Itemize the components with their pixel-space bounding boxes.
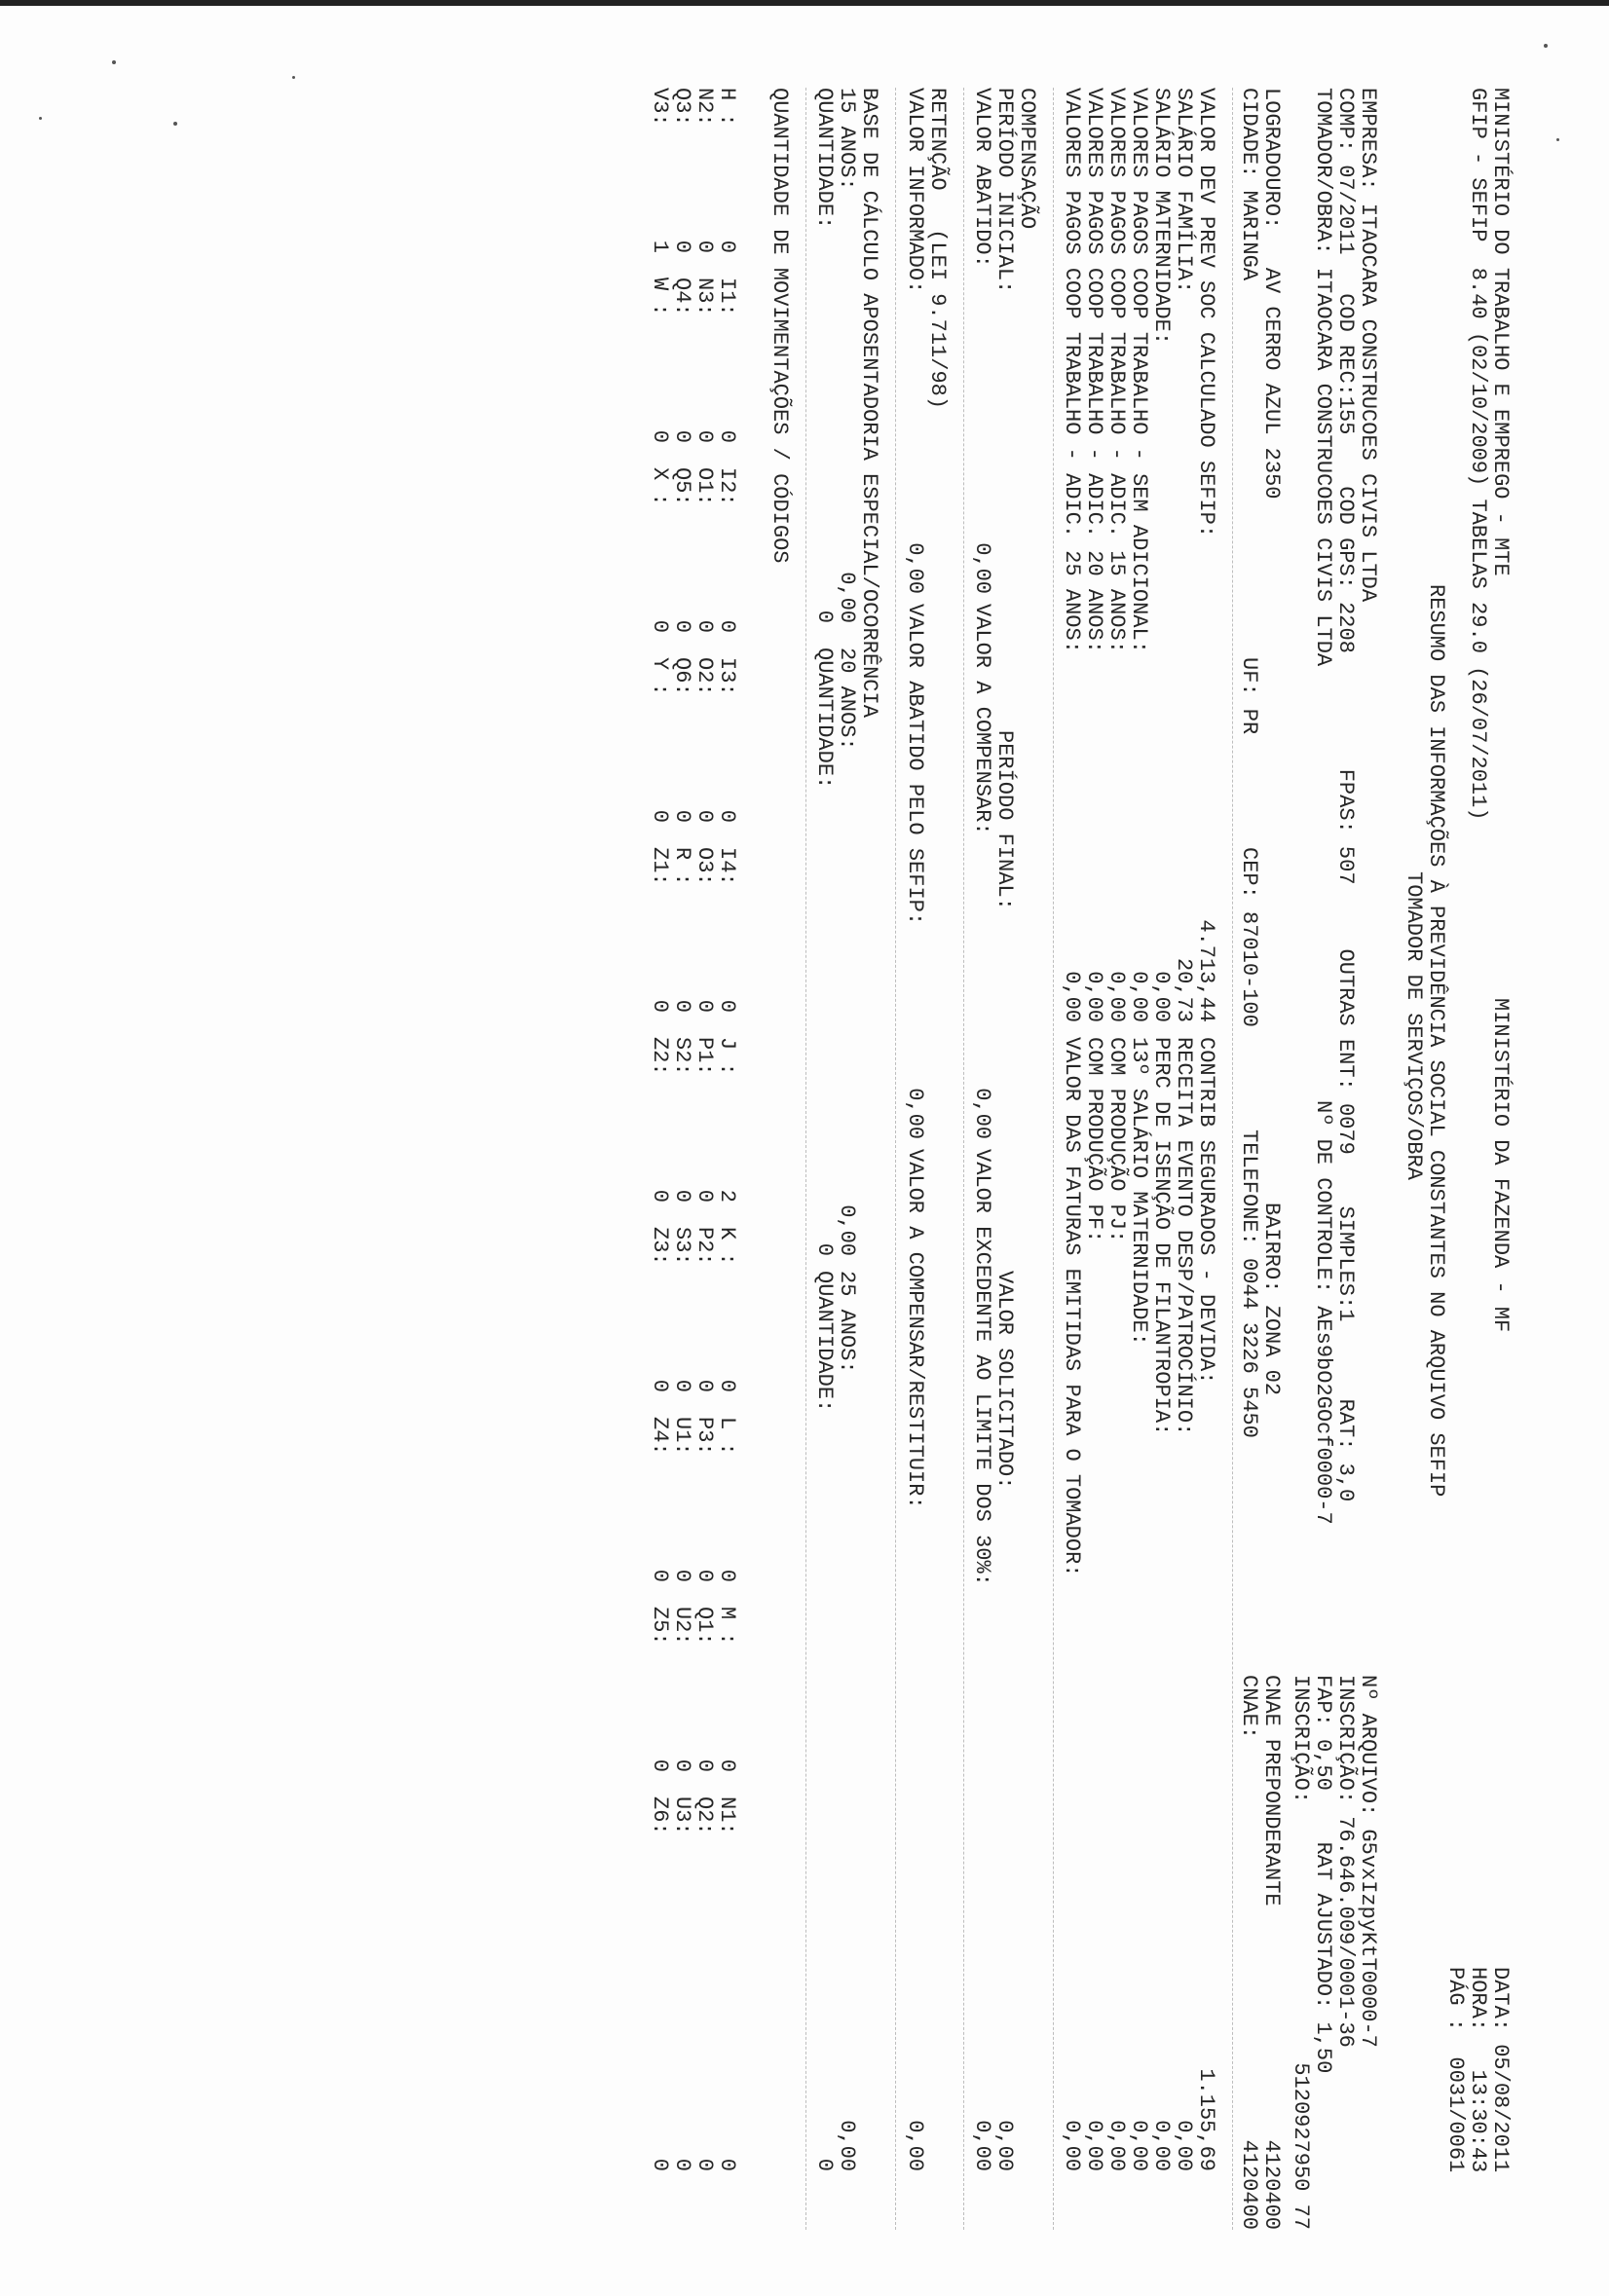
- movimentacao-count: 0: [692, 999, 717, 1013]
- movimentacao-code: S2:: [670, 1037, 694, 1076]
- movimentacao-count: 0: [648, 999, 672, 1013]
- scan-speck: [112, 60, 116, 64]
- movimentacao-count: 0: [648, 1189, 672, 1203]
- valores-right-label: 13º SALÁRIO MATERNIDADE:: [1127, 1037, 1151, 1346]
- movimentacao-count: 0: [715, 2158, 739, 2171]
- valores-right-value: 0,00: [1082, 2120, 1106, 2171]
- movimentacao-count: 0: [670, 1189, 694, 1203]
- valores-right-label: PERC DE ISENÇÃO DE FILANTROPIA:: [1149, 1037, 1174, 1436]
- valores-left-label: SALÁRIO MATERNIDADE:: [1149, 88, 1174, 346]
- movimentacao-count: 0: [670, 2158, 694, 2171]
- movimentacao-count: 0: [648, 429, 672, 443]
- movimentacao-code: M :: [715, 1607, 739, 1646]
- valores-left-value: 0,00: [1082, 971, 1106, 1022]
- movimentacao-count: 0: [715, 1569, 739, 1582]
- uf: UF: PR: [1237, 657, 1261, 735]
- valores-right-label: CONTRIB SEGURADOS - DEVIDA:: [1194, 1037, 1218, 1385]
- valor-abatido-sefip-label: VALOR ABATIDO PELO SEFIP:: [903, 604, 927, 926]
- report-hora: HORA: 13:30:43: [1466, 1967, 1490, 2173]
- movimentacao-code: P2:: [692, 1227, 717, 1266]
- valores-left-label: VALORES PAGOS COOP TRABALHO - ADIC. 25 ANOS:: [1060, 88, 1084, 653]
- movimentacao-count: 0: [715, 809, 739, 823]
- quantidade-15-label: QUANTIDADE:: [812, 88, 837, 230]
- quantidade-25-value: 0: [812, 2158, 837, 2171]
- valores-right-label: VALOR DAS FATURAS EMITIDAS PARA O TOMADOR:: [1060, 1037, 1084, 1577]
- inscricao-tomador-value: 5120927950 77: [1289, 2062, 1313, 2230]
- movimentacao-code: I1:: [715, 278, 739, 316]
- movimentacao-code: O3:: [692, 847, 717, 886]
- valores-left-value: 20,73: [1172, 957, 1196, 1022]
- movimentacao-code: P3:: [692, 1417, 717, 1456]
- valores-left-label: VALOR DEV PREV SOC CALCULADO SEFIP:: [1194, 88, 1218, 538]
- valores-right-value: 0,00: [1172, 2120, 1196, 2171]
- movimentacao-count: 0: [692, 809, 717, 823]
- quantidade-20-label: QUANTIDADE:: [812, 648, 837, 790]
- movimentacao-count: 0: [670, 1569, 694, 1582]
- movimentacao-count: 0: [670, 1759, 694, 1772]
- cnae-label: CNAE:: [1237, 1675, 1261, 1740]
- report-title: RESUMO DAS INFORMAÇÕES À PREVIDÊNCIA SOCIAL CONSTANTES NO ARQUIVO SEFIP: [1424, 584, 1448, 1498]
- movimentacao-code: L :: [715, 1417, 739, 1456]
- movimentacao-code: N2:: [692, 88, 717, 127]
- movimentacao-count: 0: [670, 619, 694, 633]
- movimentacao-code: Z3:: [648, 1227, 672, 1266]
- report-pagina: PÁG : 0031/0061: [1443, 1967, 1468, 2173]
- movimentacao-code: Z1:: [648, 847, 672, 886]
- movimentacao-code: Z2:: [648, 1037, 672, 1076]
- valores-left-value: 0,00: [1149, 971, 1174, 1022]
- movimentacao-code: Q1:: [692, 1607, 717, 1646]
- movimentacao-count: 0: [715, 999, 739, 1013]
- cnae-value: 4120400: [1237, 2139, 1261, 2230]
- quantidade-25-label: QUANTIDADE:: [812, 1271, 837, 1413]
- cep: CEP: 87010-100: [1237, 847, 1261, 1027]
- valores-right-value: 1.155,69: [1194, 2068, 1218, 2171]
- periodo-final: PERÍODO FINAL:: [992, 730, 1017, 910]
- movimentacao-code: J :: [715, 1037, 739, 1076]
- movimentacao-code: V3:: [648, 88, 672, 127]
- sefip-report: [58, 88, 1519, 2296]
- competencia-line: COMP: 07/2011 COD REC:155 COD GPS: 2208 FPAS: 507 OUTRAS ENT: 0079 SIMPLES:1 RAT: 3,0: [1333, 88, 1358, 1502]
- ministerio-trabalho: MINISTÉRIO DO TRABALHO E EMPREGO - MTE: [1488, 88, 1513, 576]
- movimentacao-code: U2:: [670, 1607, 694, 1646]
- movimentacao-code: Z5:: [648, 1607, 672, 1646]
- valor-abatido-label: VALOR ABATIDO:: [970, 88, 994, 268]
- movimentacao-count: 0: [648, 1569, 672, 1582]
- valores-left-label: VALORES PAGOS COOP TRABALHO - ADIC. 20 ANOS:: [1082, 88, 1106, 653]
- report-subtitle: TOMADOR DE SERVIÇOS/OBRA: [1402, 871, 1426, 1180]
- inscricao-tomador-label: INSCRIÇÃO:: [1289, 1675, 1313, 1804]
- movimentacao-count: 1: [648, 240, 672, 253]
- base-15-anos-label: 15 ANOS:: [835, 88, 859, 191]
- movimentacao-code: R :: [670, 847, 694, 886]
- movimentacao-code: H :: [715, 88, 739, 127]
- movimentacao-count: 0: [715, 240, 739, 253]
- valor-excedente-label: VALOR EXCEDENTE AO LIMITE DOS 30%:: [970, 1149, 994, 1586]
- movimentacao-code: I4:: [715, 847, 739, 886]
- valor-solicitado-label: VALOR SOLICITADO:: [992, 1271, 1017, 1490]
- movimentacao-code: I2:: [715, 467, 739, 506]
- fap-rat: FAP: 0,50 RAT AJUSTADO: 1,50: [1311, 1675, 1335, 2074]
- divider: [1053, 88, 1054, 2230]
- movimentacao-count: 0: [692, 619, 717, 633]
- movimentacao-code: U1:: [670, 1417, 694, 1456]
- valores-left-value: 0,00: [1127, 971, 1151, 1022]
- movimentacao-code: O1:: [692, 467, 717, 506]
- valores-left-label: VALORES PAGOS COOP TRABALHO - ADIC. 15 ANOS:: [1104, 88, 1129, 653]
- movimentacao-code: N1:: [715, 1796, 739, 1835]
- valores-right-value: 0,00: [1060, 2120, 1084, 2171]
- cnae-preponderante-label: CNAE PREPONDERANTE: [1259, 1675, 1284, 1907]
- valor-informado-value: 0,00: [903, 542, 927, 594]
- movimentacao-code: Z6:: [648, 1796, 672, 1835]
- valor-solicitado-value: 0,00: [992, 2120, 1017, 2171]
- movimentacao-code: Z4:: [648, 1417, 672, 1456]
- movimentacao-count: 0: [648, 1379, 672, 1392]
- movimentacao-count: 0: [692, 1759, 717, 1772]
- movimentacao-count: 0: [692, 1569, 717, 1582]
- inscricao: INSCRIÇÃO: 76.646.009/0001-36: [1333, 1675, 1358, 2048]
- movimentacao-count: 0: [692, 429, 717, 443]
- valor-a-compensar-value: 0,00: [970, 1088, 994, 1139]
- movimentacao-count: 0: [648, 619, 672, 633]
- movimentacao-code: O2:: [692, 657, 717, 696]
- movimentacao-code: K :: [715, 1227, 739, 1266]
- movimentacao-code: Y :: [648, 657, 672, 696]
- numero-controle: Nº DE CONTROLE: AEs9bO2GOcf0000-7: [1311, 1100, 1335, 1525]
- movimentacao-count: 0: [648, 1759, 672, 1772]
- movimentacao-count: 0: [715, 1379, 739, 1392]
- valor-excedente-value: 0,00: [970, 2120, 994, 2171]
- movimentacao-code: I3:: [715, 657, 739, 696]
- valor-abatido-value: 0,00: [970, 542, 994, 594]
- movimentacao-code: N3:: [692, 278, 717, 316]
- report-date: DATA: 05/08/2011: [1488, 1967, 1513, 2173]
- movimentacoes-title: QUANTIDADE DE MOVIMENTAÇÕES / CÓDIGOS: [767, 88, 792, 564]
- movimentacao-count: 0: [692, 2158, 717, 2171]
- movimentacao-count: 0: [715, 619, 739, 633]
- movimentacao-code: Q6:: [670, 657, 694, 696]
- cnae-preponderante-value: 4120400: [1259, 2139, 1284, 2230]
- periodo-inicial: PERÍODO INICIAL:: [992, 88, 1017, 294]
- bairro: BAIRRO: ZONA 02: [1259, 1203, 1284, 1396]
- valores-right-value: 0,00: [1127, 2120, 1151, 2171]
- movimentacao-count: 0: [670, 429, 694, 443]
- valores-right-value: 0,00: [1149, 2120, 1174, 2171]
- valores-left-value: 0,00: [1060, 971, 1084, 1022]
- divider: [963, 88, 964, 2230]
- movimentacao-count: 0: [670, 1379, 694, 1392]
- movimentacao-count: 0: [648, 809, 672, 823]
- base-25-anos-label: 25 ANOS:: [835, 1271, 859, 1374]
- valor-compensar-restituir-label: VALOR A COMPENSAR/RESTITUIR:: [903, 1149, 927, 1509]
- base-calculo-title: BASE DE CÁLCULO APOSENTADORIA ESPECIAL/OCORRÊNCIA: [857, 88, 881, 718]
- scan-speck: [39, 117, 42, 120]
- base-20-anos-label: 20 ANOS:: [835, 648, 859, 751]
- movimentacao-count: 0: [670, 240, 694, 253]
- scan-speck: [1556, 138, 1559, 141]
- divider: [1232, 88, 1233, 2230]
- sistema-versao: GFIP - SEFIP 8.40 (02/10/2009) TABELAS 29.0 (26/07/2011): [1466, 88, 1490, 821]
- retencao-title: RETENÇÃO (LEI 9.711/98): [925, 88, 950, 410]
- movimentacao-code: Q5:: [670, 467, 694, 506]
- movimentacao-count: 0: [648, 2158, 672, 2171]
- movimentacao-count: 0: [670, 999, 694, 1013]
- ministerio-fazenda: MINISTÉRIO DA FAZENDA - MF: [1488, 998, 1513, 1333]
- logradouro: LOGRADOURO: AV CERRO AZUL 2350: [1259, 88, 1284, 500]
- quantidade-20-value: 0: [812, 1242, 837, 1256]
- scan-speck: [1544, 44, 1548, 48]
- movimentacao-count: 0: [715, 1759, 739, 1772]
- movimentacao-code: Q2:: [692, 1796, 717, 1835]
- telefone: TELEFONE: 0044 3226 5450: [1237, 1129, 1261, 1438]
- compensacao-title: COMPENSAÇÃO: [1015, 88, 1039, 230]
- valor-informado-label: VALOR INFORMADO:: [903, 88, 927, 294]
- scan-speck: [292, 76, 295, 79]
- valores-left-label: SALÁRIO FAMÍLIA:: [1172, 88, 1196, 294]
- movimentacao-code: P1:: [692, 1037, 717, 1076]
- valor-compensar-restituir-value: 0,00: [903, 2120, 927, 2171]
- valores-right-value: 0,00: [1104, 2120, 1129, 2171]
- base-20-anos-value: 0,00: [835, 1204, 859, 1256]
- numero-arquivo: Nº ARQUIVO: G5vxIzpyKtT0000-7: [1356, 1675, 1380, 2048]
- base-15-anos-value: 0,00: [835, 572, 859, 623]
- movimentacao-count: 0: [692, 240, 717, 253]
- valores-right-label: COM PRODUÇÃO PF:: [1082, 1037, 1106, 1243]
- movimentacao-code: Q4:: [670, 278, 694, 316]
- empresa: EMPRESA: ITAOCARA CONSTRUCOES CIVIS LTDA: [1356, 88, 1380, 603]
- valor-a-compensar-label: VALOR A COMPENSAR:: [970, 604, 994, 835]
- divider: [805, 88, 806, 2230]
- tomador-obra: TOMADOR/OBRA: ITAOCARA CONSTRUCOES CIVIS LTDA: [1311, 88, 1335, 667]
- divider: [895, 88, 896, 2230]
- valor-abatido-sefip-value: 0,00: [903, 1088, 927, 1139]
- movimentacao-code: X :: [648, 467, 672, 506]
- valores-left-label: VALORES PAGOS COOP TRABALHO - SEM ADICIONAL:: [1127, 88, 1151, 653]
- valores-right-label: COM PRODUÇÃO PJ:: [1104, 1037, 1129, 1243]
- base-25-anos-value: 0,00: [835, 2120, 859, 2171]
- movimentacao-count: 0: [692, 1189, 717, 1203]
- movimentacao-code: W :: [648, 278, 672, 316]
- movimentacao-code: S3:: [670, 1227, 694, 1266]
- movimentacao-count: 2: [715, 1189, 739, 1203]
- movimentacao-code: U3:: [670, 1796, 694, 1835]
- valores-left-value: 4.713,44: [1194, 919, 1218, 1022]
- movimentacao-count: 0: [670, 809, 694, 823]
- cidade: CIDADE: MARINGA: [1237, 88, 1261, 281]
- movimentacao-code: Q3:: [670, 88, 694, 127]
- valores-right-label: RECEITA EVENTO DESP/PATROCÍNIO:: [1172, 1037, 1196, 1436]
- movimentacao-count: 0: [715, 429, 739, 443]
- movimentacao-count: 0: [692, 1379, 717, 1392]
- scan-top-edge: [0, 0, 1609, 6]
- quantidade-15-value: 0: [812, 610, 837, 623]
- valores-left-value: 0,00: [1104, 971, 1129, 1022]
